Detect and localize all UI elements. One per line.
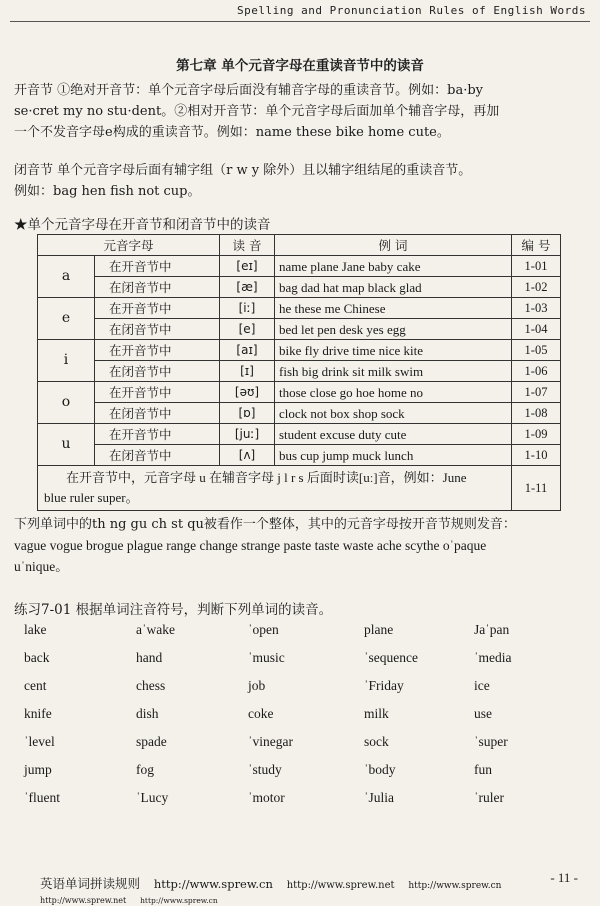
rule-code: 1-05 bbox=[512, 340, 561, 361]
exercise-word: ˈmusic bbox=[248, 650, 285, 665]
exercise-word: ˈsuper bbox=[474, 734, 508, 749]
digraph-line-1: 下列单词中的th ng gu ch st qu被看作一个整体，其中的元音字母按开音节规则发音： bbox=[14, 517, 516, 532]
footer-url[interactable]: http://www.sprew.cn bbox=[408, 881, 502, 891]
page-number: - 11 - bbox=[550, 870, 578, 885]
exercise-word: chess bbox=[136, 678, 166, 693]
exercise-word: ˈmotor bbox=[248, 790, 285, 805]
example-words: he these me Chinese bbox=[275, 298, 512, 319]
exercise-word: ˈlevel bbox=[24, 734, 55, 749]
footer-url[interactable]: http://www.sprew.net bbox=[286, 880, 395, 891]
exercise-word: ˈvinegar bbox=[248, 734, 293, 749]
closed-syllable-line-2: 例如：bag hen fish not cup。 bbox=[14, 184, 201, 199]
rule-code: 1-04 bbox=[512, 319, 561, 340]
exercise-word: ice bbox=[474, 678, 490, 693]
syllable-type: 在闭音节中 bbox=[95, 445, 220, 466]
exercise-word: job bbox=[248, 678, 266, 693]
rule-code: 1-11 bbox=[512, 466, 561, 511]
open-syllable-line-1: 开音节 ①绝对开音节：单个元音字母后面没有辅音字母的重读音节。例如：ba·by bbox=[14, 83, 484, 98]
table-header-row bbox=[38, 235, 561, 256]
exercise-word: ˈJulia bbox=[364, 790, 394, 805]
example-words: student excuse duty cute bbox=[275, 424, 512, 445]
exercise-word: knife bbox=[24, 706, 52, 721]
vowel-letter-e: e bbox=[38, 298, 95, 340]
table-row bbox=[38, 382, 561, 403]
exercise-word: fog bbox=[136, 762, 154, 777]
ipa: [æ] bbox=[220, 277, 275, 298]
header-rule bbox=[10, 21, 590, 22]
syllable-type: 在开音节中 bbox=[95, 382, 220, 403]
exercise-word: dish bbox=[136, 706, 159, 721]
exercise-word: hand bbox=[136, 650, 163, 665]
exercise-word: jump bbox=[24, 762, 52, 777]
exercise-word: ˈfluent bbox=[24, 790, 60, 805]
u-after-jlrs-note bbox=[38, 466, 512, 511]
exercise-word: ˈstudy bbox=[248, 762, 282, 777]
rule-code: 1-09 bbox=[512, 424, 561, 445]
table-row bbox=[38, 361, 561, 382]
exercise-word: coke bbox=[248, 706, 274, 721]
table-row bbox=[38, 445, 561, 466]
running-head: Spelling and Pronunciation Rules of English Words bbox=[236, 4, 586, 17]
rule-code: 1-03 bbox=[512, 298, 561, 319]
exercise-word: fun bbox=[474, 762, 492, 777]
exercise-title: 练习7-01 根据单词注音符号，判断下列单词的读音。 bbox=[14, 602, 333, 618]
rule-code: 1-07 bbox=[512, 382, 561, 403]
exercise-word: use bbox=[474, 706, 492, 721]
syllable-type: 在闭音节中 bbox=[95, 361, 220, 382]
exercise-word: milk bbox=[364, 706, 389, 721]
rule-code: 1-06 bbox=[512, 361, 561, 382]
ipa: [eɪ] bbox=[220, 256, 275, 277]
syllable-type: 在开音节中 bbox=[95, 340, 220, 361]
example-words: bag dad hat map black glad bbox=[275, 277, 512, 298]
ipa: [ɒ] bbox=[220, 403, 275, 424]
open-syllable-line-3: 一个不发音字母e构成的重读音节。例如：name these bike home cute。 bbox=[14, 125, 450, 140]
table-row bbox=[38, 298, 561, 319]
vowel-letter-o: o bbox=[38, 382, 95, 424]
footer-url[interactable]: http://www.sprew.net bbox=[40, 896, 127, 905]
exercise-word: plane bbox=[364, 622, 394, 637]
rule-code: 1-10 bbox=[512, 445, 561, 466]
exercise-word: ˈsequence bbox=[364, 650, 418, 665]
table-row bbox=[38, 340, 561, 361]
digraph-rule-paragraph bbox=[14, 514, 588, 577]
syllable-type: 在闭音节中 bbox=[95, 277, 220, 298]
example-words: clock not box shop sock bbox=[275, 403, 512, 424]
syllable-type: 在闭音节中 bbox=[95, 403, 220, 424]
footer-url[interactable]: http://www.sprew.cn bbox=[153, 877, 273, 891]
footer-url[interactable]: http://www.sprew.cn bbox=[140, 896, 218, 905]
note-line-1: 在开音节中，元音字母 u 在辅音字母 j l r s 后面时读[uː]音，例如：June bbox=[66, 470, 467, 485]
vowel-rules-table bbox=[37, 234, 561, 511]
ipa: [e] bbox=[220, 319, 275, 340]
note-line-2: blue ruler super。 bbox=[44, 490, 139, 505]
ipa: [aɪ] bbox=[220, 340, 275, 361]
exercise-word: Jaˈpan bbox=[474, 622, 510, 637]
open-syllable-line-2: se·cret my no stu·dent。②相对开音节：单个元音字母后面加单个辅音字母，再加 bbox=[14, 104, 500, 119]
exercise-word: ˈruler bbox=[474, 790, 504, 805]
header-pronunciation: 读 音 bbox=[220, 235, 275, 256]
syllable-type: 在开音节中 bbox=[95, 256, 220, 277]
vowel-letter-u: u bbox=[38, 424, 95, 466]
exercise-word: aˈwake bbox=[136, 622, 175, 637]
rule-code: 1-01 bbox=[512, 256, 561, 277]
ipa: [ʌ] bbox=[220, 445, 275, 466]
example-words: those close go hoe home no bbox=[275, 382, 512, 403]
closed-syllable-paragraph bbox=[14, 160, 588, 202]
exercise-word: ˈLucy bbox=[136, 790, 169, 805]
table-row bbox=[38, 277, 561, 298]
table-row bbox=[38, 319, 561, 340]
syllable-type: 在闭音节中 bbox=[95, 319, 220, 340]
ipa: [juː] bbox=[220, 424, 275, 445]
chapter-title: 第七章 单个元音字母在重读音节中的读音 bbox=[176, 58, 424, 74]
table-note-row bbox=[38, 466, 561, 511]
header-code: 编 号 bbox=[512, 235, 561, 256]
exercise-word: ˈmedia bbox=[474, 650, 512, 665]
exercise-word: lake bbox=[24, 622, 47, 637]
header-example-words: 例 词 bbox=[275, 235, 512, 256]
ipa: [əʊ] bbox=[220, 382, 275, 403]
exercise-word: cent bbox=[24, 678, 47, 693]
example-words: fish big drink sit milk swim bbox=[275, 361, 512, 382]
table-row bbox=[38, 256, 561, 277]
ipa: [ɪ] bbox=[220, 361, 275, 382]
example-words: name plane Jane baby cake bbox=[275, 256, 512, 277]
syllable-type: 在开音节中 bbox=[95, 298, 220, 319]
footer bbox=[40, 874, 600, 906]
exercise-word: ˈFriday bbox=[364, 678, 404, 693]
example-words: bus cup jump muck lunch bbox=[275, 445, 512, 466]
ipa: [iː] bbox=[220, 298, 275, 319]
table-row bbox=[38, 424, 561, 445]
syllable-type: 在开音节中 bbox=[95, 424, 220, 445]
digraph-line-2: vague vogue brogue plague range change strange paste taste waste ache scythe oˈpaque bbox=[14, 538, 487, 553]
exercise-word: spade bbox=[136, 734, 167, 749]
digraph-line-3: uˈnique。 bbox=[14, 559, 69, 574]
rule-code: 1-08 bbox=[512, 403, 561, 424]
exercise-word: ˈopen bbox=[248, 622, 279, 637]
table-title: ★单个元音字母在开音节和闭音节中的读音 bbox=[14, 217, 271, 233]
vowel-letter-a: a bbox=[38, 256, 95, 298]
footer-book-title: 英语单词拼读规则 bbox=[40, 876, 141, 891]
exercise-word: back bbox=[24, 650, 50, 665]
vowel-letter-i: i bbox=[38, 340, 95, 382]
exercise-word: ˈbody bbox=[364, 762, 396, 777]
closed-syllable-line-1: 闭音节 单个元音字母后面有辅字组（r w y 除外）且以辅字组结尾的重读音节。 bbox=[14, 163, 472, 178]
example-words: bed let pen desk yes egg bbox=[275, 319, 512, 340]
table-row bbox=[38, 403, 561, 424]
open-syllable-paragraph bbox=[14, 80, 588, 143]
example-words: bike fly drive time nice kite bbox=[275, 340, 512, 361]
exercise-word: sock bbox=[364, 734, 389, 749]
header-vowel-letter: 元音字母 bbox=[38, 235, 220, 256]
rule-code: 1-02 bbox=[512, 277, 561, 298]
